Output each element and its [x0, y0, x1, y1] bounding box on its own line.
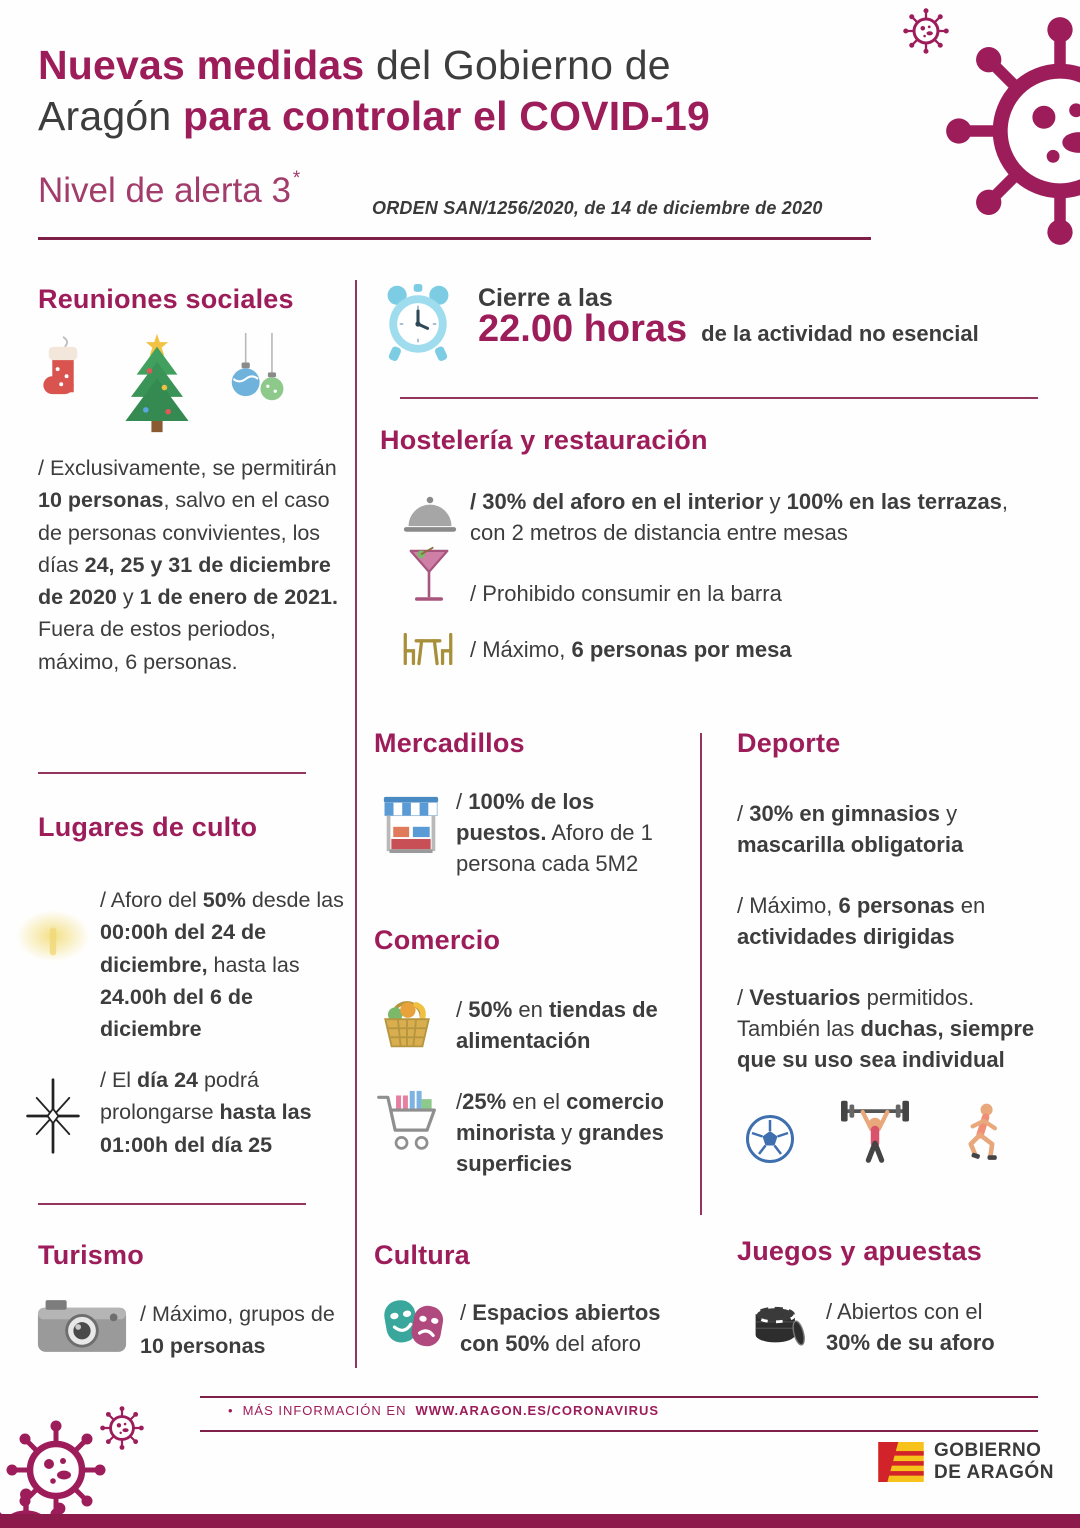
virus-icon — [945, 16, 1080, 246]
cocktail-icon — [408, 545, 450, 611]
footer-info — [228, 1403, 659, 1418]
turismo-body: / Máximo, grupos de 10 personas — [140, 1302, 335, 1359]
table-chairs-icon — [398, 628, 458, 670]
title-line-1: Nuevas medidas del Gobierno de — [38, 42, 671, 88]
ornaments-icon — [226, 330, 290, 418]
closing-time: 22.00 horas — [478, 308, 688, 350]
theater-masks-icon — [380, 1293, 446, 1353]
bottom-color-bar — [0, 1514, 1080, 1528]
page-title — [38, 40, 898, 142]
culto-item-2: / El día 24 podrá prolongarse hasta las 01:00h del día 25 — [100, 1068, 312, 1157]
virus-icon — [100, 1406, 144, 1450]
order-reference: ORDEN SAN/1256/2020, de 14 de diciembre de 2020 — [372, 198, 823, 218]
grocery-basket-icon — [378, 990, 436, 1052]
hosteleria-item-1: / 30% del aforo en el interior y 100% en las terrazas, con 2 metros de distancia entre mesas — [470, 489, 1009, 546]
sparkle-star-icon — [24, 1076, 82, 1156]
comercio-item-1: / 50% en tiendas de alimentación — [456, 997, 658, 1054]
closing-line — [478, 308, 979, 351]
section-heading-culto: Lugares de culto — [38, 812, 258, 842]
market-stall-icon — [382, 793, 440, 855]
reuniones-body: / Exclusivamente, se permitirán 10 personas, salvo en el caso de personas convivientes, los días 24, 25 y 31 de diciembre de 2020 y 1 de enero de 2021. Fuera de estos periodos, máximo, 6 personas. — [38, 456, 338, 674]
title-line-2: Aragón para controlar el COVID-19 — [38, 92, 710, 139]
shopping-cart-icon — [376, 1086, 438, 1156]
alert-note-mark: * — [292, 168, 301, 189]
runner-icon — [955, 1100, 1007, 1164]
logo-text — [934, 1440, 1054, 1484]
mercadillos-body: / 100% de los puestos. Aforo de 1 persona cada 5M2 — [456, 789, 653, 877]
stocking-icon — [38, 330, 88, 426]
comercio-item-2: /25% en el comercio minorista y grandes superficies — [456, 1089, 664, 1177]
hosteleria-item-3: / Máximo, 6 personas por mesa — [470, 637, 792, 662]
section-heading-deporte: Deporte — [737, 728, 841, 758]
poker-chips-icon — [750, 1288, 808, 1350]
footer-info-label: MÁS INFORMACIÓN EN — [242, 1403, 407, 1418]
vertical-divider — [700, 733, 702, 1215]
christmas-tree-icon — [114, 330, 200, 434]
section-heading-mercadillos: Mercadillos — [374, 728, 525, 758]
closing-label: Cierre a las — [478, 284, 613, 312]
cultura-body: / Espacios abiertos con 50% del aforo — [460, 1300, 661, 1357]
section-heading-hosteleria: Hostelería y restauración — [380, 425, 708, 455]
divider — [400, 397, 1038, 399]
footer-divider-top — [200, 1396, 1038, 1398]
camera-icon — [36, 1294, 128, 1358]
closing-scope: de la actividad no esencial — [701, 321, 979, 346]
alert-level: Nivel de alerta 3 * — [38, 168, 301, 210]
footer-info-url[interactable]: WWW.ARAGON.ES/CORONAVIRUS — [415, 1403, 660, 1418]
hosteleria-item-2: / Prohibido consumir en la barra — [470, 581, 782, 606]
alarm-clock-icon — [378, 282, 458, 366]
deporte-item-2: / Máximo, 6 personas en actividades dirigidas — [737, 893, 986, 950]
section-heading-comercio: Comercio — [374, 925, 501, 955]
cloche-icon — [402, 490, 458, 538]
football-icon — [745, 1114, 795, 1164]
sport-icons-row — [745, 1096, 1007, 1164]
section-heading-juegos: Juegos y apuestas — [737, 1236, 983, 1266]
culto-item-1: / Aforo del 50% desde las 00:00h del 24 de diciembre, hasta las 24.00h del 6 de diciembre — [100, 888, 344, 1041]
christmas-icons-row — [38, 330, 318, 438]
logo-line-1: GOBIERNO — [934, 1440, 1042, 1461]
gobierno-aragon-logo — [878, 1440, 1054, 1484]
logo-line-2: DE ARAGÓN — [934, 1461, 1054, 1483]
footer-bullet: • — [228, 1403, 234, 1418]
footer-divider-bottom — [200, 1430, 1038, 1432]
header-divider — [38, 237, 871, 240]
virus-icon — [903, 8, 949, 54]
juegos-body: / Abiertos con el 30% de su aforo — [826, 1299, 995, 1356]
weightlifter-icon — [837, 1096, 913, 1164]
deporte-item-3: / Vestuarios permitidos. También las duchas, siempre que su uso sea individual — [737, 985, 1035, 1073]
deporte-item-1: / 30% en gimnasios y mascarilla obligatoria — [737, 801, 964, 858]
section-heading-reuniones: Reuniones sociales — [38, 284, 294, 314]
aragon-flag-icon — [878, 1442, 924, 1482]
divider — [38, 772, 306, 774]
section-heading-cultura: Cultura — [374, 1240, 470, 1270]
vertical-divider — [355, 280, 357, 1368]
section-heading-turismo: Turismo — [38, 1240, 144, 1270]
divider — [38, 1203, 306, 1205]
candle-icon — [14, 908, 92, 964]
